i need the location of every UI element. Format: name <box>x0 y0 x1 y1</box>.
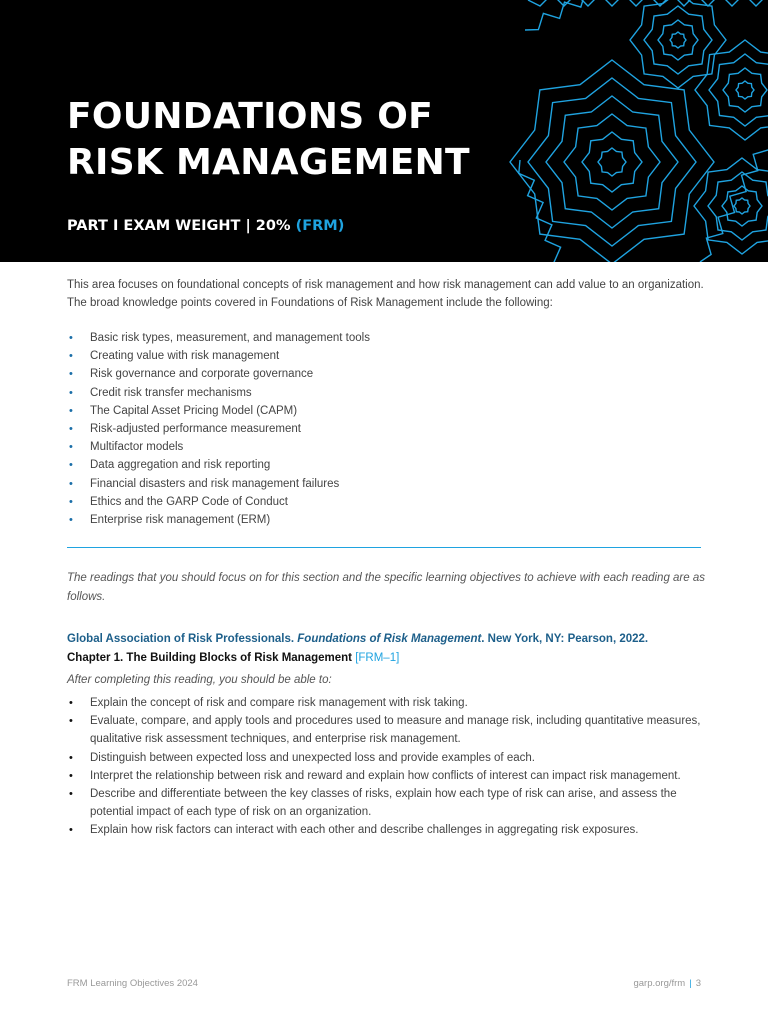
topic-text: The Capital Asset Pricing Model (CAPM) <box>90 404 298 417</box>
topic-item <box>67 420 707 438</box>
page-title <box>67 94 470 186</box>
bullet-icon: • <box>69 404 73 417</box>
topic-text: Enterprise risk management (ERM) <box>90 514 271 527</box>
topic-text: Ethics and the GARP Code of Conduct <box>90 495 288 508</box>
topic-text: Creating value with risk management <box>90 350 280 363</box>
pattern-star-shape <box>709 54 768 126</box>
pattern-zigzag-line <box>519 160 561 262</box>
bullet-icon: • <box>69 350 73 363</box>
topic-item <box>67 402 707 420</box>
page-header <box>0 0 768 262</box>
topic-text: Basic risk types, measurement, and management tools <box>90 332 370 344</box>
pattern-star-shape <box>734 198 750 214</box>
chapter-heading <box>67 649 399 667</box>
topic-text: Risk-adjusted performance measurement <box>90 423 301 436</box>
objective-text: Interpret the relationship between risk and reward and explain how conflicts of interest can impact risk management. <box>90 769 681 782</box>
objectives-list <box>67 694 707 840</box>
pattern-star-shape <box>546 96 678 228</box>
topic-item <box>67 493 707 511</box>
objective-text: Evaluate, compare, and apply tools and procedures used to measure and manage risk, including quantitative measures, qualitative risk assessment techniques, and enterprise risk management. <box>90 715 701 746</box>
pattern-star-shape <box>695 40 768 140</box>
objective-text: Describe and differentiate between the key classes of risks, explain how each type of risk can arise, and assess the potential impact of each type of risk on an organization. <box>90 788 677 819</box>
exam-code-badge: (FRM) <box>295 218 345 234</box>
topic-text: Multifactor models <box>90 441 184 454</box>
bullet-icon: • <box>69 386 73 399</box>
pattern-star-shape <box>723 68 767 112</box>
chapter-title: Chapter 1. The Building Blocks of Risk Management <box>67 652 356 664</box>
section-divider <box>67 547 701 548</box>
footer-page-info <box>633 978 701 989</box>
citation-author: Global Association of Risk Professionals. <box>67 633 298 645</box>
topic-item <box>67 384 707 402</box>
bullet-icon: • <box>69 514 73 527</box>
citation-book-title: Foundations of Risk Management <box>297 633 482 645</box>
bullet-icon: • <box>69 751 73 764</box>
topics-list <box>67 329 707 529</box>
objectives-lead: After completing this reading, you should be able to: <box>67 674 332 686</box>
title-line-2: RISK MANAGEMENT <box>67 142 470 183</box>
bullet-icon: • <box>69 332 73 344</box>
objective-item <box>67 749 707 767</box>
chapter-code: [FRM–1] <box>355 652 400 664</box>
footer-separator: | <box>689 978 692 989</box>
bullet-icon: • <box>69 769 73 782</box>
topic-item <box>67 438 707 456</box>
page-number: 3 <box>695 978 701 989</box>
topic-item <box>67 456 707 474</box>
topic-text: Data aggregation and risk reporting <box>90 459 271 472</box>
objective-item <box>67 785 707 821</box>
objective-text: Distinguish between expected loss and unexpected loss and provide examples of each. <box>90 751 535 764</box>
pattern-star-shape <box>658 20 698 60</box>
topic-text: Credit risk transfer mechanisms <box>90 386 252 399</box>
exam-weight-subtitle <box>67 218 344 234</box>
bullet-icon: • <box>69 788 73 801</box>
footer-site-link[interactable]: garp.org/frm <box>633 978 686 989</box>
pattern-star-shape <box>598 148 626 176</box>
topic-text: Financial disasters and risk management failures <box>90 477 340 490</box>
readings-note: The readings that you should focus on for this section and the specific learning objectives to achieve with each reading are as follows. <box>67 572 705 603</box>
pattern-star-shape <box>670 32 686 48</box>
bullet-icon: • <box>69 477 73 490</box>
bullet-icon: • <box>69 368 73 381</box>
bullet-icon: • <box>69 824 73 837</box>
pattern-star-shape <box>708 172 768 240</box>
objective-text: Explain the concept of risk and compare risk management with risk taking. <box>90 697 468 709</box>
objective-item <box>67 821 707 839</box>
bullet-icon: • <box>69 495 73 508</box>
pattern-star-shape <box>564 114 660 210</box>
title-line-1: FOUNDATIONS OF <box>67 96 434 137</box>
objective-item <box>67 694 707 712</box>
topic-item <box>67 347 707 365</box>
objective-item <box>67 712 707 748</box>
pattern-star-shape <box>736 81 754 99</box>
topic-item <box>67 365 707 383</box>
intro-paragraph: This area focuses on foundational concepts of risk management and how risk management can add value to an organization. The broad knowledge points covered in Foundations of Risk Management include the following: <box>67 279 704 309</box>
reading-citation <box>67 630 717 648</box>
bullet-icon: • <box>69 697 73 709</box>
bullet-icon: • <box>69 715 73 728</box>
footer-doc-title: FRM Learning Objectives 2024 <box>67 978 198 989</box>
pattern-star-shape <box>510 60 714 262</box>
pattern-star-shape <box>644 6 712 74</box>
bullet-icon: • <box>69 459 73 472</box>
topic-text: Risk governance and corporate governance <box>90 368 314 381</box>
pattern-star-shape <box>582 132 642 192</box>
bullet-icon: • <box>69 423 73 436</box>
topic-item <box>67 475 707 493</box>
topic-item <box>67 511 707 529</box>
topic-item <box>67 329 707 347</box>
citation-publisher: . New York, NY: Pearson, 2022. <box>481 633 649 645</box>
bullet-icon: • <box>69 441 73 454</box>
exam-weight-text: PART I EXAM WEIGHT | 20% <box>67 218 296 234</box>
pattern-star-shape <box>528 78 696 246</box>
objective-item <box>67 767 707 785</box>
objective-text: Explain how risk factors can interact with each other and describe challenges in aggregating risk exposures. <box>90 824 639 837</box>
